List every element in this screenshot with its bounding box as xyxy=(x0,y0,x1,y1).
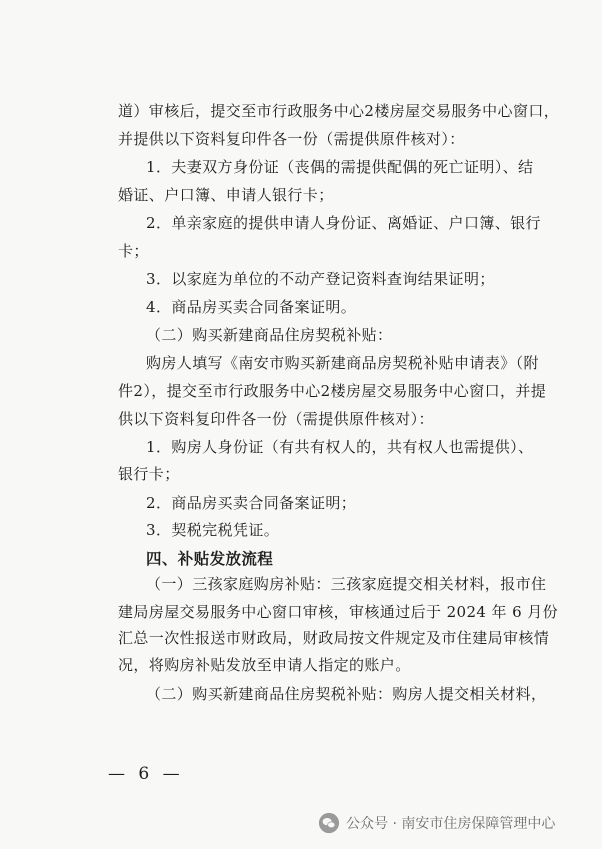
text-line: 汇总一次性报送市财政局，财政局按文件规定及市住建局审核情 xyxy=(118,628,550,647)
text-line: 并提供以下资料复印件各一份（需提供原件核对）： xyxy=(118,130,465,148)
watermark-text: 公众号 · 南安市住房保障管理中心 xyxy=(346,816,556,832)
text-line: 供以下资料复印件各一份（需提供原件核对）： xyxy=(118,409,434,428)
text-line: 2．商品房买卖合同备案证明； xyxy=(146,493,357,512)
wechat-icon xyxy=(318,812,340,834)
text-line: 3．以家庭为单位的不动产登记资料查询结果证明； xyxy=(146,270,495,289)
text-line: 银行卡； xyxy=(118,465,180,484)
text-line: 购房人填写《南安市购买新建商品房契税补贴申请表》（附 xyxy=(146,353,539,372)
text-line: 2．单亲家庭的提供申请人身份证、离婚证、户口簿、银行 xyxy=(146,214,541,233)
page-number: — 6 — xyxy=(108,764,184,784)
text-line: 件2），提交至市行政服务中心2楼房屋交易服务中心窗口，并提 xyxy=(118,381,547,400)
text-line: 4．商品房买卖合同备案证明。 xyxy=(146,297,357,316)
section-subheading: （二）购买新建商品住房契税补贴： xyxy=(146,326,393,345)
text-line: 况，将购房补贴发放至申请人指定的账户。 xyxy=(118,656,411,675)
text-line: 建局房屋交易服务中心窗口审核，审核通过后于 2024 年 6 月份 xyxy=(118,603,558,621)
text-line: （一）三孩家庭购房补贴：三孩家庭提交相关材料，报市住 xyxy=(146,575,547,594)
text-line: 道）审核后，提交至市行政服务中心2楼房屋交易服务中心窗口， xyxy=(118,102,560,121)
wechat-watermark xyxy=(318,812,555,834)
section-heading: 四、补贴发放流程 xyxy=(146,549,274,568)
text-line: 1．夫妻双方身份证（丧偶的需提供配偶的死亡证明）、结 xyxy=(146,158,534,177)
text-line: 1．购房人身份证（有共有权人的，共有权人也需提供）、 xyxy=(146,437,534,456)
text-line: 婚证、户口簿、申请人银行卡； xyxy=(118,185,334,204)
text-line: 卡； xyxy=(118,241,149,260)
text-line: （二）购买新建商品住房契税补贴：购房人提交相关材料， xyxy=(146,684,547,703)
text-line: 3．契税完税凭证。 xyxy=(146,521,280,540)
